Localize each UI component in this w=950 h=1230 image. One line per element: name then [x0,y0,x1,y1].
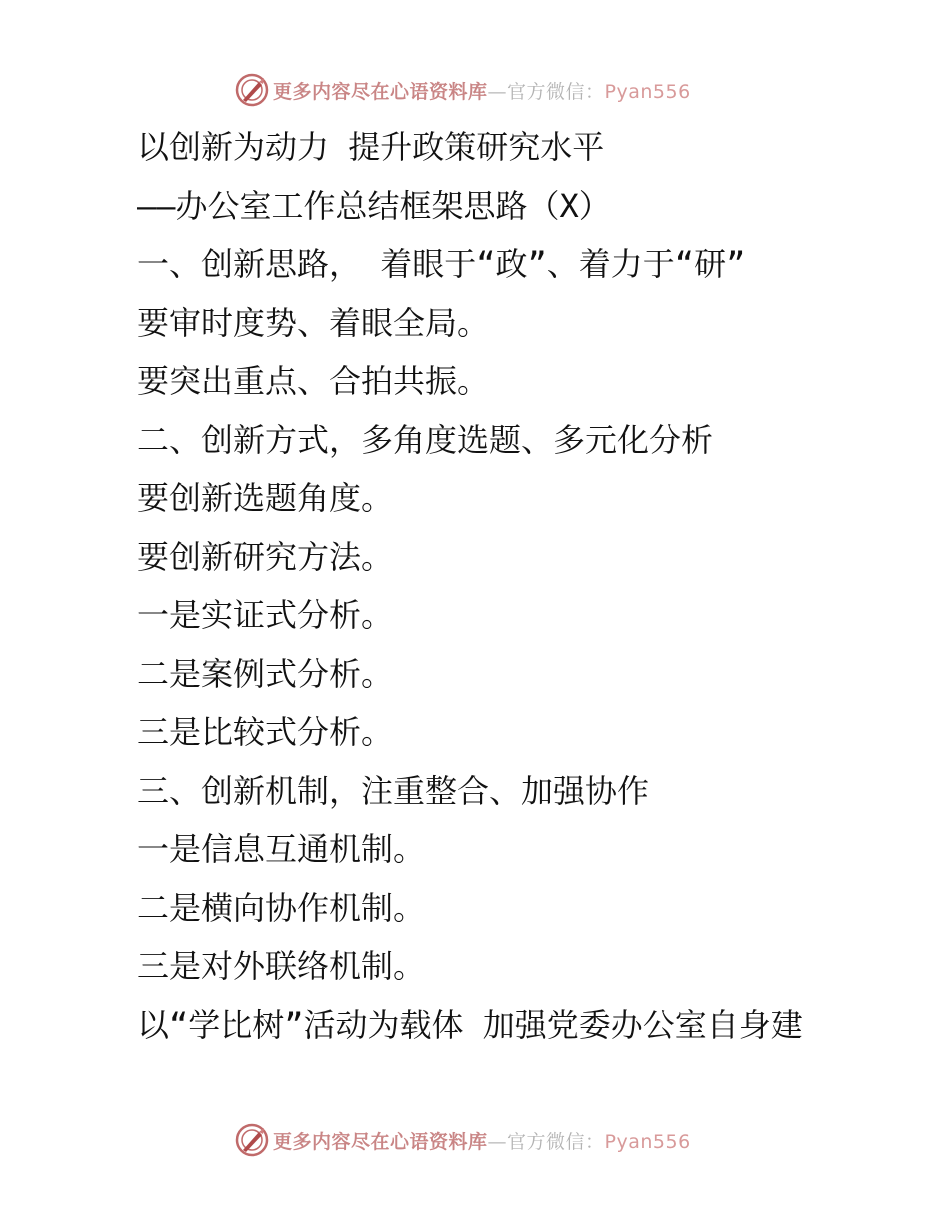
paragraph-line: 二是案例式分析。 [137,654,394,693]
doc-title: 以创新为动力 提升政策研究水平 [137,128,605,166]
paragraph-line: 要审时度势、着眼全局。 [137,303,490,342]
watermark-wechat-id: Pyan556 [604,1130,691,1153]
watermark-separator: — [487,1130,508,1153]
next-article-title: 以“学比树”活动为载体 加强党委办公室自身建 [137,1005,803,1044]
footer-watermark [235,1120,715,1160]
section-heading-2: 二、创新方式，多角度选题、多元化分析 [137,420,714,459]
watermark-wechat-label: 官方微信： [507,1130,605,1153]
paragraph-line: 一是信息互通机制。 [137,830,426,868]
paragraph-line: 一是实证式分析。 [137,596,394,634]
watermark-text [273,1127,691,1154]
watermark-wechat-label: 官方微信： [507,80,605,103]
watermark-wechat-id: Pyan556 [604,80,691,103]
watermark-separator: — [487,80,508,103]
watermark-text [273,77,691,104]
watermark-brand: 更多内容尽在心语资料库 [273,80,488,103]
paragraph-line: 三是对外联络机制。 [137,947,426,985]
section-heading-1: 一、创新思路， 着眼于“政”、着力于“研” [137,245,746,283]
section-heading-3: 三、创新机制，注重整合、加强协作 [137,771,650,810]
paragraph-line: 二是横向协作机制。 [137,888,426,927]
document-body [96,118,856,1054]
paragraph-line: 要创新选题角度。 [137,479,394,517]
doc-subtitle: ——办公室工作总结框架思路（X） [137,186,611,225]
quill-pen-logo-icon [235,73,269,107]
header-watermark [235,70,715,110]
paragraph-line: 要突出重点、合拍共振。 [137,362,490,400]
paragraph-line: 三是比较式分析。 [137,713,394,751]
paragraph-line: 要创新研究方法。 [137,537,394,576]
watermark-brand: 更多内容尽在心语资料库 [273,1130,488,1153]
quill-pen-logo-icon [235,1123,269,1157]
